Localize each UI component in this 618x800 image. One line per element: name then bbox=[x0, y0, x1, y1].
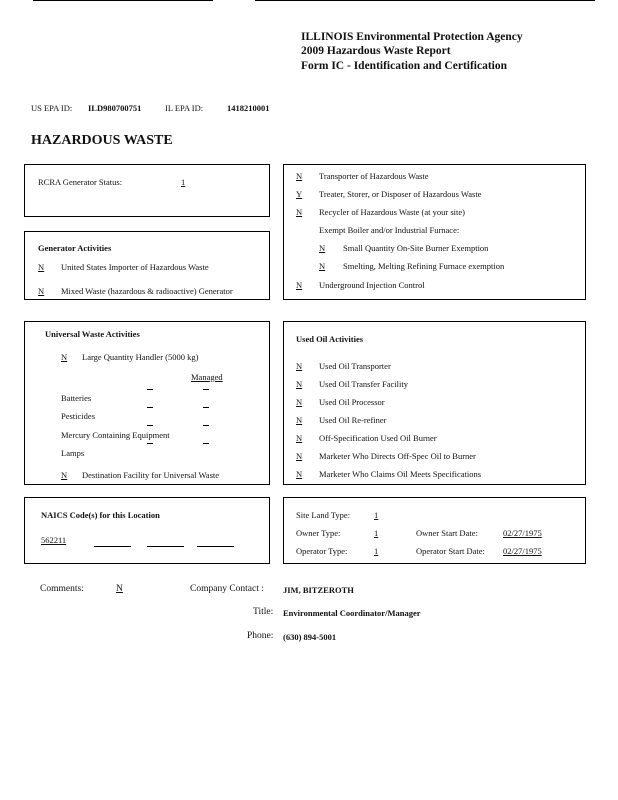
generator-activities-title: Generator Activities bbox=[38, 243, 112, 253]
blank-mark bbox=[147, 443, 153, 444]
batteries-label: Batteries bbox=[61, 393, 92, 403]
owner-start-date-label: Owner Start Date: bbox=[416, 528, 478, 538]
us-epa-id-value: ILD980700751 bbox=[88, 103, 142, 113]
blank-mark bbox=[203, 407, 209, 408]
lamps-label: Lamps bbox=[61, 448, 85, 458]
used-oil-title: Used Oil Activities bbox=[296, 334, 364, 344]
site-land-type-value: 1 bbox=[374, 510, 379, 520]
used-oil-label: Marketer Who Claims Oil Meets Specifications bbox=[319, 469, 482, 479]
section-title: HAZARDOUS WASTE bbox=[31, 133, 173, 148]
smelting-label: Smelting, Melting Refining Furnace exemption bbox=[343, 261, 505, 271]
used-oil-label: Off-Specification Used Oil Burner bbox=[319, 433, 437, 443]
transporter-flag: N bbox=[296, 171, 303, 181]
used-oil-flag: N bbox=[296, 415, 303, 425]
treater-label: Treater, Storer, or Disposer of Hazardous Waste bbox=[319, 189, 482, 199]
used-oil-label: Marketer Who Directs Off-Spec Oil to Burner bbox=[319, 451, 476, 461]
mixed-waste-flag: N bbox=[38, 286, 45, 296]
universal-waste-title: Universal Waste Activities bbox=[45, 329, 140, 339]
operator-start-date-value: 02/27/1975 bbox=[503, 546, 542, 556]
us-epa-id-label: US EPA ID: bbox=[31, 103, 73, 113]
blank-mark bbox=[147, 389, 153, 390]
importer-label: United States Importer of Hazardous Waste bbox=[61, 262, 209, 272]
used-oil-flag: N bbox=[296, 433, 303, 443]
small-quantity-flag: N bbox=[319, 243, 326, 253]
il-epa-id-value: 1418210001 bbox=[227, 103, 270, 113]
site-land-type-label: Site Land Type: bbox=[296, 510, 351, 520]
title-label: Title: bbox=[253, 607, 274, 617]
blank-mark bbox=[203, 443, 209, 444]
operator-type-label: Operator Type: bbox=[296, 546, 348, 556]
mixed-waste-label: Mixed Waste (hazardous & radioactive) Generator bbox=[61, 286, 233, 296]
naics-box bbox=[24, 497, 270, 564]
uic-flag: N bbox=[296, 280, 303, 290]
comments-label: Comments: bbox=[40, 584, 84, 594]
used-oil-flag: N bbox=[296, 379, 303, 389]
used-oil-label: Used Oil Transporter bbox=[319, 361, 391, 371]
smelting-flag: N bbox=[319, 261, 326, 271]
naics-blank bbox=[197, 546, 234, 547]
owner-start-date-value: 02/27/1975 bbox=[503, 528, 542, 538]
used-oil-label: Used Oil Transfer Facility bbox=[319, 379, 409, 389]
transporter-label: Transporter of Hazardous Waste bbox=[319, 171, 429, 181]
used-oil-flag: N bbox=[296, 469, 303, 479]
used-oil-label: Used Oil Re-refiner bbox=[319, 415, 387, 425]
comments-value: N bbox=[116, 584, 123, 594]
lqh-flag: N bbox=[61, 352, 68, 362]
naics-blank bbox=[94, 546, 131, 547]
naics-blank bbox=[147, 546, 184, 547]
small-quantity-label: Small Quantity On-Site Burner Exemption bbox=[343, 243, 489, 253]
exempt-boiler-label: Exempt Boiler and/or Industrial Furnace: bbox=[319, 225, 460, 235]
naics-title: NAICS Code(s) for this Location bbox=[41, 510, 160, 520]
report-title: 2009 Hazardous Waste Report bbox=[301, 45, 451, 57]
managed-header: Managed bbox=[191, 372, 223, 382]
treater-flag: Y bbox=[296, 189, 303, 199]
blank-mark bbox=[203, 389, 209, 390]
used-oil-flag: N bbox=[296, 397, 303, 407]
lqh-label: Large Quantity Handler (5000 kg) bbox=[82, 352, 199, 362]
used-oil-flag: N bbox=[296, 361, 303, 371]
naics-code: 562211 bbox=[41, 535, 67, 545]
universal-waste-box bbox=[24, 321, 270, 485]
rcra-status-label: RCRA Generator Status: bbox=[38, 177, 123, 187]
owner-type-label: Owner Type: bbox=[296, 528, 341, 538]
rcra-box bbox=[24, 164, 270, 217]
company-contact-label: Company Contact : bbox=[190, 584, 264, 594]
phone-label: Phone: bbox=[247, 631, 274, 641]
destination-flag: N bbox=[61, 470, 68, 480]
blank-mark bbox=[203, 425, 209, 426]
agency-title: ILLINOIS Environmental Protection Agency bbox=[301, 31, 523, 43]
scan-mark-top bbox=[33, 0, 213, 1]
il-epa-id-label: IL EPA ID: bbox=[165, 103, 204, 113]
title-value: Environmental Coordinator/Manager bbox=[283, 608, 421, 618]
recycler-flag: N bbox=[296, 207, 303, 217]
used-oil-flag: N bbox=[296, 451, 303, 461]
operator-start-date-label: Operator Start Date: bbox=[416, 546, 485, 556]
scan-mark-top-right bbox=[255, 0, 595, 1]
operator-type-value: 1 bbox=[374, 546, 379, 556]
rcra-status-value: 1 bbox=[181, 177, 186, 187]
phone-value: (630) 894-5001 bbox=[283, 632, 337, 642]
blank-mark bbox=[147, 407, 153, 408]
pesticides-label: Pesticides bbox=[61, 411, 95, 421]
blank-mark bbox=[147, 425, 153, 426]
destination-label: Destination Facility for Universal Waste bbox=[82, 470, 220, 480]
company-contact-value: JIM, BITZEROTH bbox=[283, 585, 354, 595]
owner-type-value: 1 bbox=[374, 528, 379, 538]
used-oil-label: Used Oil Processor bbox=[319, 397, 385, 407]
importer-flag: N bbox=[38, 262, 45, 272]
uic-label: Underground Injection Control bbox=[319, 280, 425, 290]
form-title: Form IC - Identification and Certification bbox=[301, 60, 508, 72]
recycler-label: Recycler of Hazardous Waste (at your site) bbox=[319, 207, 465, 217]
mercury-label: Mercury Containing Equipment bbox=[61, 430, 170, 440]
